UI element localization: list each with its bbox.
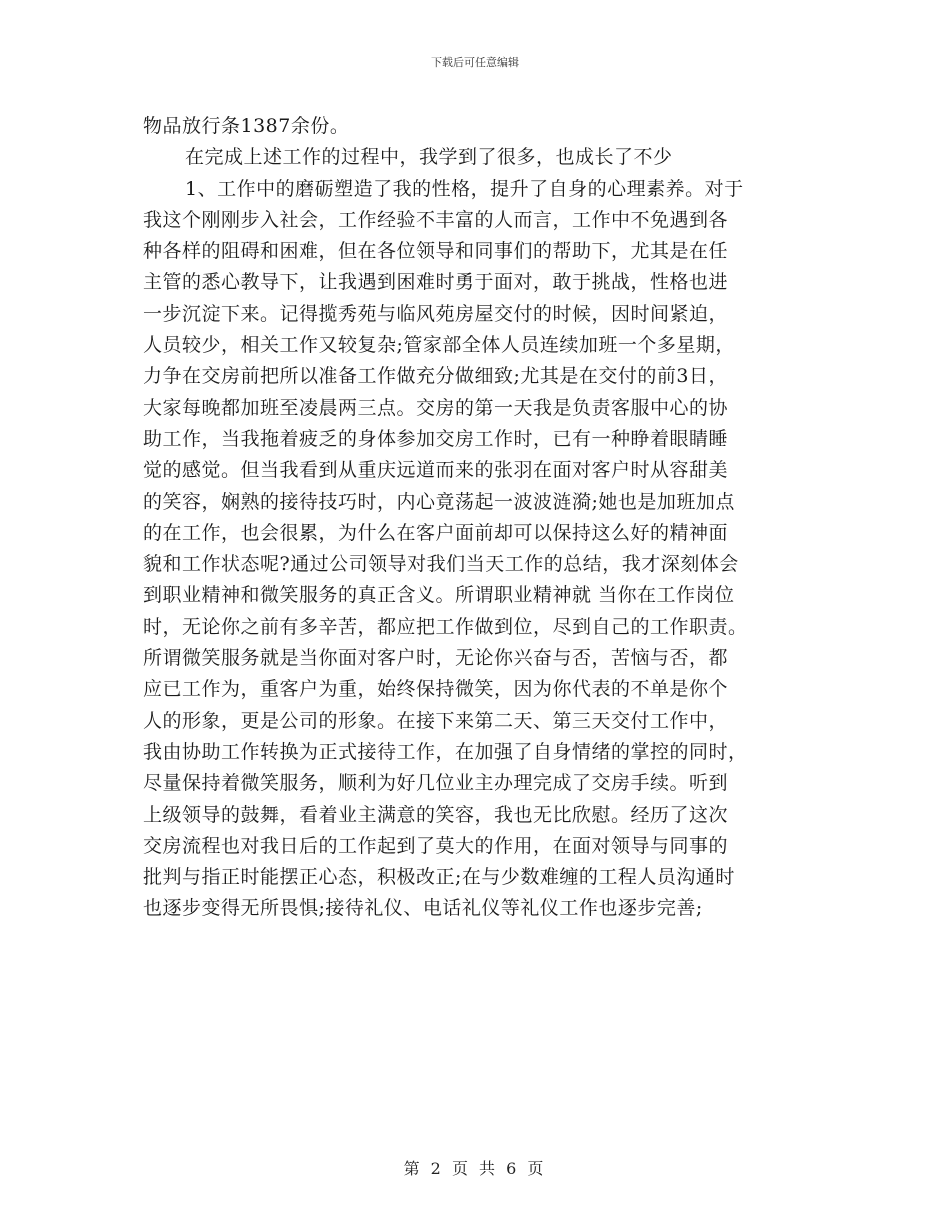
document-body (143, 111, 813, 925)
body-line: 也逐步变得无所畏惧;接待礼仪、电话礼仪等礼仪工作也逐步完善; (143, 897, 703, 920)
body-line: 批判与指正时能摆正心态，积极改正;在与少数难缠的工程人员沟通时 (143, 866, 735, 889)
body-line: 时，无论你之前有多辛苦，都应把工作做到位，尽到自己的工作职责。 (143, 615, 748, 638)
body-line: 我由协助工作转换为正式接待工作，在加强了自身情绪的掌控的同时， (143, 740, 748, 763)
body-line: 应已工作为，重客户为重，始终保持微笑，因为你代表的不单是你个 (143, 678, 729, 701)
body-line: 我这个刚刚步入社会，工作经验不丰富的人而言，工作中不免遇到各 (143, 208, 729, 231)
page-footer: 第 2 页 共 6 页 (403, 1159, 547, 1178)
body-line: 到职业精神和微笑服务的真正含义。所谓职业精神就 当你在工作岗位 (143, 584, 735, 607)
body-line: 大家每晚都加班至凌晨两三点。交房的第一天我是负责客服中心的协 (143, 396, 729, 419)
body-line: 种各样的阻碍和困难，但在各位领导和同事们的帮助下，尤其是在任 (143, 240, 729, 263)
body-line: 的在工作，也会很累，为什么在客户面前却可以保持这么好的精神面 (143, 521, 729, 544)
body-line: 在完成上述工作的过程中，我学到了很多，也成长了不少 (185, 146, 673, 169)
body-line: 人员较少，相关工作又较复杂;管家部全体人员连续加班一个多星期， (143, 334, 735, 357)
body-line: 貌和工作状态呢?通过公司领导对我们当天工作的总结，我才深刻体会 (143, 553, 739, 576)
body-line: 助工作，当我拖着疲乏的身体参加交房工作时，已有一种睁着眼睛睡 (143, 427, 729, 450)
body-line: 一步沉淀下来。记得揽秀苑与临风苑房屋交付的时候，因时间紧迫， (143, 302, 729, 325)
body-line: 所谓微笑服务就是当你面对客户时，无论你兴奋与否，苦恼与否，都 (143, 647, 729, 670)
body-line: 主管的悉心教导下，让我遇到困难时勇于面对，敢于挑战，性格也进 (143, 271, 729, 294)
body-line: 交房流程也对我日后的工作起到了莫大的作用，在面对领导与同事的 (143, 834, 729, 857)
body-line: 人的形象，更是公司的形象。在接下来第二天、第三天交付工作中， (143, 709, 729, 732)
body-line: 1、工作中的磨砺塑造了我的性格，提升了自身的心理素养。对于 (185, 177, 744, 200)
body-line: 觉的感觉。但当我看到从重庆远道而来的张羽在面对客户时从容甜美 (143, 459, 729, 482)
body-line: 力争在交房前把所以准备工作做充分做细致;尤其是在交付的前3日， (143, 365, 728, 388)
page-header: 下载后可任意编辑 (431, 56, 519, 69)
body-line: 尽量保持着微笑服务，顺利为好几位业主办理完成了交房手续。听到 (143, 772, 729, 795)
body-line: 上级领导的鼓舞，看着业主满意的笑容，我也无比欣慰。经历了这次 (143, 803, 729, 826)
body-line: 物品放行条1387余份。 (143, 115, 350, 137)
body-line: 的笑容，娴熟的接待技巧时，内心竟荡起一波波涟漪;她也是加班加点 (143, 490, 735, 513)
